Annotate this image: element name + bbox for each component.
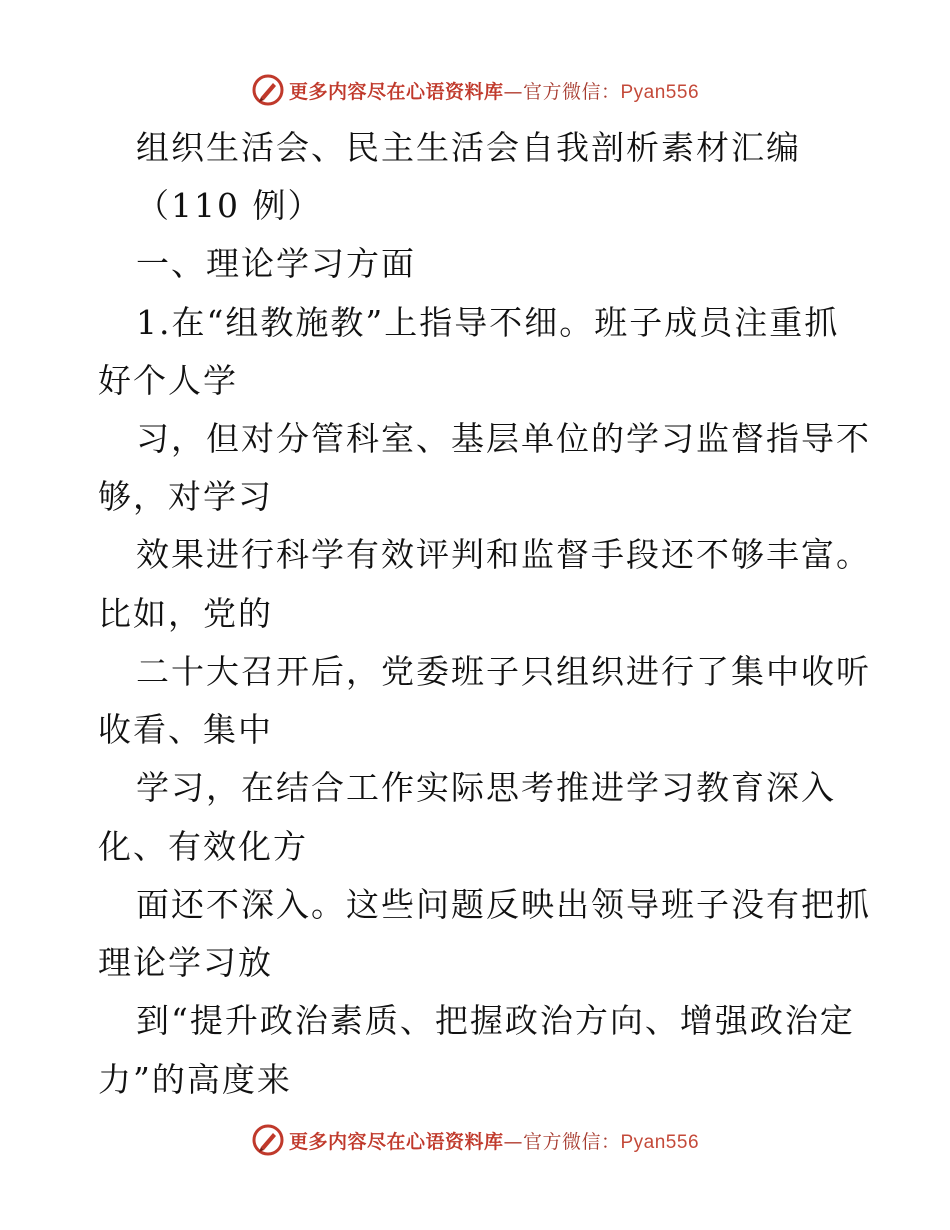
document-subtitle: （110 例） — [136, 186, 323, 225]
banner-main-text: 更多内容尽在心语资料库 — [288, 80, 504, 103]
banner-wechat-label: 官方微信： — [522, 80, 621, 103]
body-line: 好个人学 — [98, 361, 238, 400]
banner-wechat-id: Pyan556 — [620, 81, 700, 103]
body-line: 化、有效化方 — [98, 827, 308, 866]
body-line: 比如，党的 — [98, 594, 273, 633]
footer-banner — [0, 1120, 950, 1160]
body-line: 学习，在结合工作实际思考推进学习教育深入 — [136, 768, 836, 807]
banner-wechat-id: Pyan556 — [620, 1131, 700, 1153]
pen-logo-icon — [251, 1123, 285, 1157]
banner-wechat-label: 官方微信： — [522, 1130, 621, 1153]
banner-dash: — — [503, 80, 523, 103]
banner-main-text: 更多内容尽在心语资料库 — [288, 1130, 504, 1153]
body-line: 够，对学习 — [98, 477, 273, 516]
body-line: 收看、集中 — [98, 710, 273, 749]
body-line: 面还不深入。这些问题反映出领导班子没有把抓 — [136, 885, 871, 924]
body-line: 效果进行科学有效评判和监督手段还不够丰富。 — [136, 535, 871, 574]
footer-banner-text — [289, 1127, 699, 1154]
body-line: 1.在“组教施教”上指导不细。班子成员注重抓 — [136, 303, 840, 342]
body-line: 力”的高度来 — [98, 1060, 292, 1099]
document-title: 组织生活会、民主生活会自我剖析素材汇编 — [136, 128, 801, 167]
section-heading: 一、理论学习方面 — [136, 244, 416, 283]
body-line: 理论学习放 — [98, 943, 273, 982]
banner-dash: — — [503, 1130, 523, 1153]
body-line: 到“提升政治素质、把握政治方向、增强政治定 — [136, 1001, 855, 1040]
body-line: 习，但对分管科室、基层单位的学习监督指导不 — [136, 419, 871, 458]
body-line: 二十大召开后，党委班子只组织进行了集中收听 — [136, 652, 871, 691]
